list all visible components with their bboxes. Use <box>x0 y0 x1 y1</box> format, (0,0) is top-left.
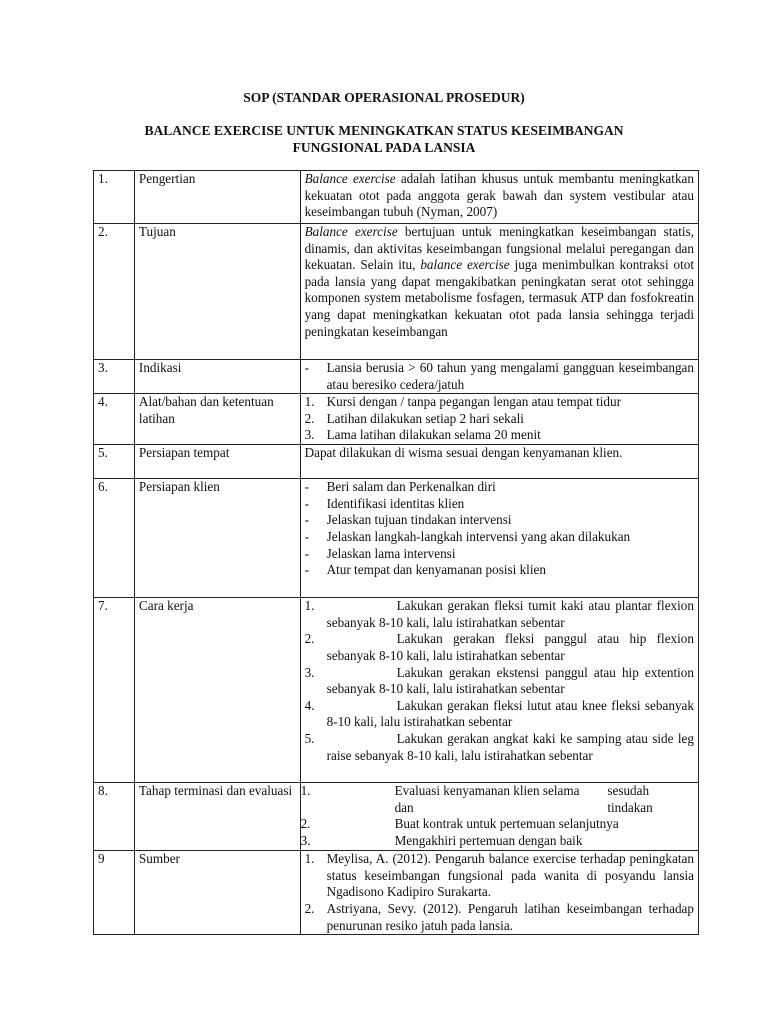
list-item-continuation: sesudah tindakan <box>607 783 653 815</box>
table-row <box>94 783 699 851</box>
list-item-text: Lakukan gerakan fleksi tumit kaki atau plantar flexion sebanyak 8-10 kali, lalu istirahatkan sebentar <box>326 598 694 630</box>
list-item <box>305 546 694 563</box>
list-item <box>305 851 694 901</box>
list-item <box>305 631 694 664</box>
list-marker: 3. <box>304 427 315 443</box>
table-row <box>94 479 699 598</box>
table-row <box>94 598 699 783</box>
row-content <box>300 598 698 783</box>
row-content <box>300 224 698 360</box>
table-row <box>94 394 699 445</box>
list <box>300 783 694 849</box>
row-number: 7. <box>94 598 135 783</box>
row-content <box>300 394 698 445</box>
list-item-text: Jelaskan tujuan tindakan intervensi <box>326 512 512 528</box>
row-number: 4. <box>94 394 135 445</box>
list-item-text: Evaluasi kenyamanan klien selama dan <box>394 783 580 815</box>
row-label: Alat/bahan dan ketentuan latihan <box>134 394 300 445</box>
row-content: Dapat dilakukan di wisma sesuai dengan kenyamanan klien. <box>300 445 698 479</box>
table-row <box>94 360 699 394</box>
content-text: adalah latihan khusus untuk membantu meningkatkan kekuatan otot pada anggota gerak bawah dan system vestibular atau keseimbangan tubuh (Nyman, 2007) <box>304 171 694 220</box>
row-number: 6. <box>94 479 135 598</box>
list-item <box>305 360 694 393</box>
list-marker: 2. <box>304 631 315 647</box>
row-content <box>300 479 698 598</box>
list-marker: 1. <box>304 394 315 410</box>
row-number: 9 <box>94 851 135 935</box>
list-item-text: Lakukan gerakan fleksi panggul atau hip flexion sebanyak 8-10 kali, lalu istirahatkan sebentar <box>326 631 694 663</box>
row-number: 1. <box>94 171 135 224</box>
content-text: juga menimbulkan kontraksi otot pada lansia yang dapat mengakibatkan peningkatan serat otot sehingga komponen system metabolisme fosfagen, termasuk ATP dan fosfokreatin yang dapat meningkatkan kekuatan otot pada lansia sehingga terjadi peningkatan keseimbangan <box>304 257 695 339</box>
list-marker: - <box>304 545 309 561</box>
list-marker: 2. <box>304 900 315 916</box>
list-item-text: Beri salam dan Perkenalkan diri <box>326 479 496 495</box>
list-item <box>305 496 694 513</box>
list-item-text: Lakukan gerakan angkat kaki ke samping atau side leg raise sebanyak 8-10 kali, lalu istirahatkan sebentar <box>326 730 694 763</box>
row-label: Tujuan <box>134 224 300 360</box>
list <box>305 479 694 579</box>
row-content <box>300 783 698 851</box>
list-marker: 1. <box>304 851 315 867</box>
list-item <box>305 479 694 496</box>
list-item <box>305 598 694 631</box>
list-item <box>305 901 694 934</box>
list-marker: - <box>304 360 309 375</box>
list-item <box>305 665 694 698</box>
list <box>305 851 694 934</box>
list-item <box>305 562 694 579</box>
document-title: SOP (STANDAR OPERASIONAL PROSEDUR) <box>243 90 525 105</box>
list-marker: 1. <box>304 598 315 614</box>
subtitle-line-1: BALANCE EXERCISE UNTUK MENINGKATKAN STATUS KESEIMBANGAN <box>144 123 624 138</box>
sop-table <box>93 170 699 935</box>
list-marker: - <box>304 512 309 528</box>
list-item <box>305 698 694 731</box>
row-number: 2. <box>94 224 135 360</box>
document-subtitle <box>0 122 768 156</box>
list-marker: 2. <box>300 816 311 832</box>
list-item <box>305 394 694 411</box>
row-number: 3. <box>94 360 135 394</box>
list-item-text: Buat kontrak untuk pertemuan selanjutnya <box>394 816 619 832</box>
list-item <box>300 783 694 816</box>
table-row <box>94 445 699 479</box>
list-item <box>305 411 694 428</box>
list-item <box>305 529 694 546</box>
list <box>305 360 694 393</box>
list-marker: - <box>304 528 309 544</box>
list-marker: 3. <box>300 832 311 848</box>
list-item <box>300 816 694 833</box>
list-item <box>300 832 694 850</box>
list-item <box>305 731 694 764</box>
list-marker: - <box>304 479 309 495</box>
italic-term: Balance exercise <box>304 171 396 186</box>
row-label: Cara kerja <box>134 598 300 783</box>
row-label: Sumber <box>134 851 300 935</box>
row-number: 5. <box>94 445 135 479</box>
row-content <box>300 851 698 935</box>
list-marker: - <box>304 562 309 578</box>
row-label: Persiapan tempat <box>134 445 300 479</box>
table-row <box>94 851 699 935</box>
list <box>305 394 694 444</box>
list-marker: 3. <box>304 664 315 680</box>
table-row <box>94 224 699 360</box>
row-label: Tahap terminasi dan evaluasi <box>134 783 300 851</box>
list-marker: 5. <box>304 730 315 746</box>
list-item-text: Lakukan gerakan ekstensi panggul atau hip extention sebanyak 8-10 kali, lalu istirahatkan sebentar <box>326 664 694 697</box>
list-item <box>305 512 694 529</box>
content-text: bertujuan untuk meningkatkan keseimbangan statis, dinamis, dan aktivitas keseimbangan fungsional melalui peregangan dan kekuatan. Selain itu, <box>304 224 695 273</box>
italic-term: balance exercise <box>420 257 510 273</box>
list-item-text: Mengakhiri pertemuan dengan baik <box>394 832 583 848</box>
list-marker: 2. <box>304 410 315 426</box>
subtitle-line-2: FUNGSIONAL PADA LANSIA <box>292 140 476 155</box>
row-content <box>300 360 698 394</box>
list-item-text: Lansia berusia > 60 tahun yang mengalami gangguan keseimbangan atau beresiko cedera/jatuh <box>326 360 694 392</box>
italic-term: Balance exercise <box>304 224 398 239</box>
list-item-text: Jelaskan langkah-langkah intervensi yang akan dilakukan <box>326 528 631 544</box>
row-label: Persiapan klien <box>134 479 300 598</box>
list-item-text: Kursi dengan / tanpa pegangan lengan atau tempat tidur <box>326 394 621 410</box>
row-label: Pengertian <box>134 171 300 224</box>
list-item-text: Latihan dilakukan setiap 2 hari sekali <box>326 410 524 426</box>
row-content <box>300 171 698 224</box>
list-item-text: Lakukan gerakan fleksi lutut atau knee fleksi sebanyak 8-10 kali, lalu istirahatkan sebentar <box>326 697 694 730</box>
list-marker: - <box>304 495 309 511</box>
list-item-text: Meylisa, A. (2012). Pengaruh balance exercise terhadap peningkatan status keseimbangan fungsional pada wanita di posyandu lansia Ngadisono Kadipiro Surakarta. <box>326 851 694 900</box>
row-label: Indikasi <box>134 360 300 394</box>
list-marker: 1. <box>300 783 311 799</box>
row-number: 8. <box>94 783 135 851</box>
list-marker: 4. <box>304 697 315 713</box>
list <box>305 598 694 764</box>
list-item-text: Atur tempat dan kenyamanan posisi klien <box>326 562 546 578</box>
list-item-text: Identifikasi identitas klien <box>326 495 465 511</box>
list-item-text: Jelaskan lama intervensi <box>326 545 456 561</box>
list-item <box>305 427 694 444</box>
list-item-text: Lama latihan dilakukan selama 20 menit <box>326 427 541 443</box>
list-item-text: Astriyana, Sevy. (2012). Pengaruh latihan keseimbangan terhadap penurunan resiko jatuh pada lansia. <box>326 900 694 933</box>
table-row <box>94 171 699 224</box>
